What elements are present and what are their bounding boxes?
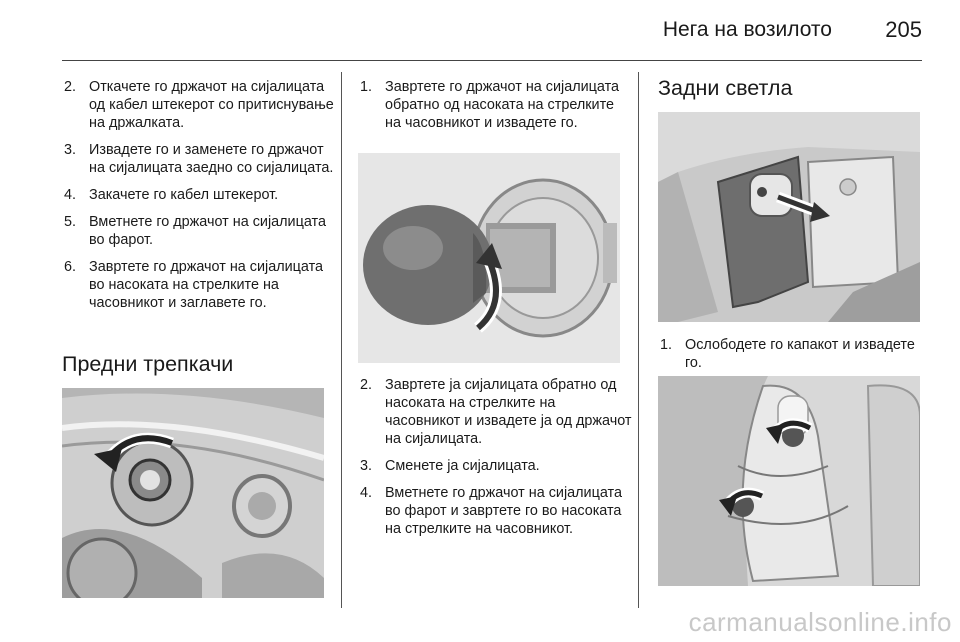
step-list	[660, 336, 922, 372]
header-divider	[62, 60, 922, 61]
column-divider-2	[638, 72, 639, 608]
page-number: 205	[885, 17, 922, 42]
step-item: 4. Закачете го кабел штекерот.	[64, 187, 279, 203]
rear-light-cover-figure	[658, 112, 920, 322]
column-2-steps-top	[360, 78, 632, 141]
column-3-steps	[660, 336, 922, 381]
column-divider-1	[341, 72, 342, 608]
header-title: Нега на возилото	[662, 18, 832, 41]
bulb-holder-figure	[358, 153, 620, 363]
step-list	[360, 376, 632, 538]
step-item: 3. Сменете ја сијалицата.	[360, 458, 540, 474]
watermark: carmanualsonline.info	[688, 607, 952, 637]
step-list	[360, 78, 632, 132]
step-item: 2. Завртете ја сијалицата обратно од насоката на стрелките на часовникот и извадете ја од држачот на сијалицата.	[360, 377, 632, 447]
page-header	[0, 0, 960, 62]
section-title-rear-lights: Задни светла	[658, 76, 793, 100]
step-item: 1. Завртете го држачот на сијалицата обратно од насоката на стрелките на часовникот и извадете го.	[360, 79, 620, 131]
front-indicator-figure	[62, 388, 324, 598]
column-2-steps-bottom	[360, 376, 632, 547]
step-item: 3. Извадете го и заменете го држачот на сијалицата заедно со сијалицата.	[64, 142, 334, 176]
step-item: 2. Откачете го држачот на сијалицата од кабел штекерот со притиснување на држалката.	[64, 79, 334, 131]
section-title-front-indicators: Предни трепкачи	[62, 352, 234, 376]
step-item: 5. Вметнете го држачот на сијалицата во фарот.	[64, 214, 326, 248]
step-item: 1. Ослободете го капакот и извадете го.	[660, 337, 915, 371]
step-item: 4. Вметнете го држачот на сијалицата во фарот и завртете го во насоката на стрелките на часовникот.	[360, 485, 622, 537]
rear-light-bulbs-figure	[658, 376, 920, 586]
step-item: 6. Завртете го држачот на сијалицата во насоката на стрелките на часовникот и заглавете го.	[64, 259, 324, 311]
step-list	[64, 78, 334, 312]
column-1-steps	[64, 78, 334, 321]
